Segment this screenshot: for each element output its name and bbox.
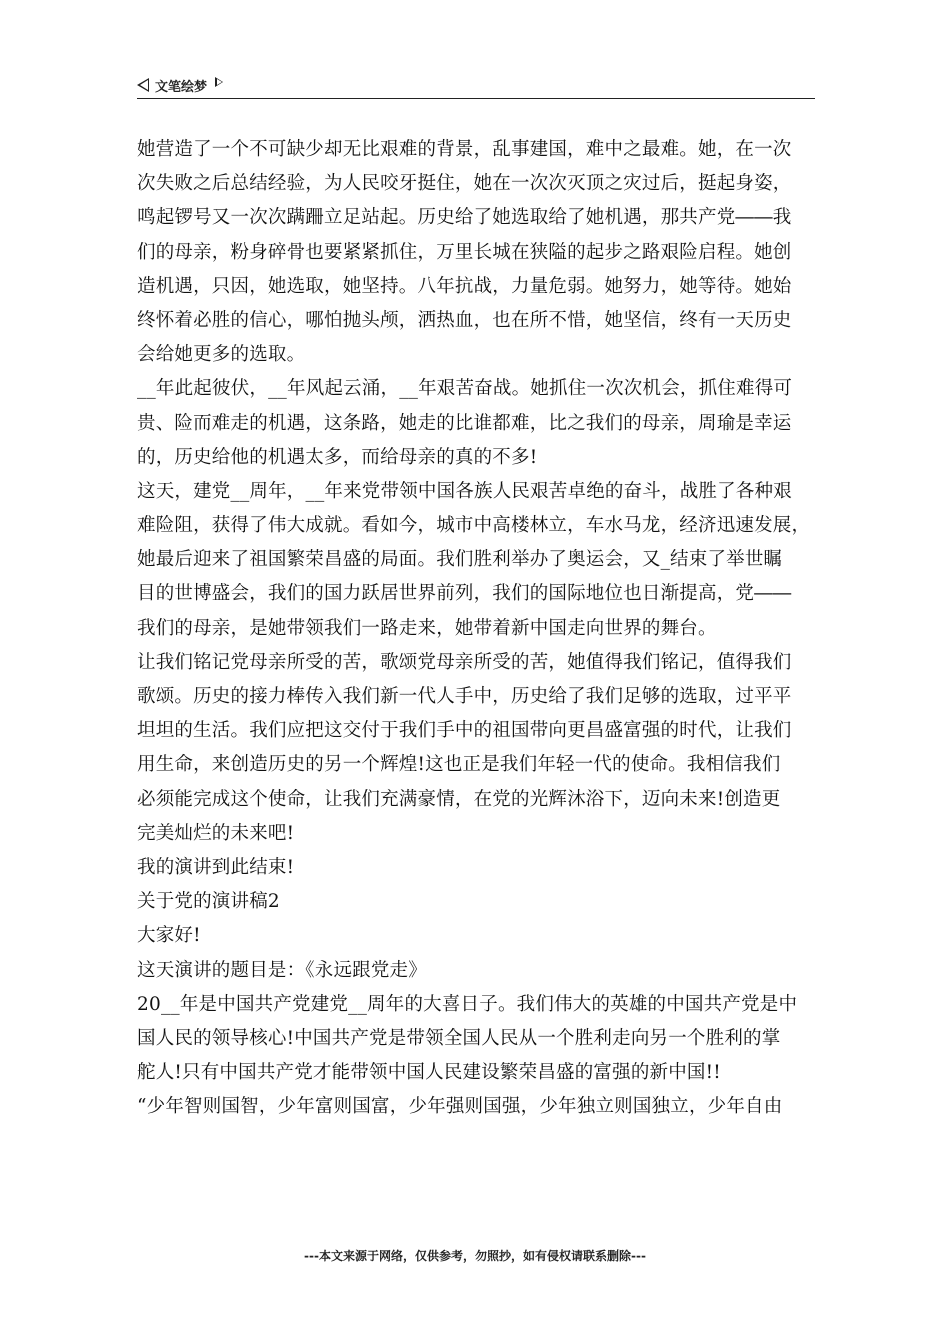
text-line: 会给她更多的选取。 — [137, 344, 306, 366]
text-line: 这天，建党__周年，__年来党带领中国各族人民艰苦卓绝的奋斗，战胜了各种艰 — [137, 480, 792, 502]
text-line: 大家好! — [137, 925, 201, 947]
text-line: 这天演讲的题目是：《永远跟党走》 — [137, 959, 427, 981]
text-line: 我们的母亲，是她带领我们一路走来，她带着新中国走向世界的舞台。 — [137, 617, 717, 639]
text-line: 终怀着必胜的信心，哪怕抛头颅，洒热血，也在所不惜，她坚信，终有一天历史 — [137, 309, 792, 331]
document-body — [137, 133, 819, 1124]
text-line: 国人民的领导核心!中国共产党是带领全国人民从一个胜利走向另一个胜利的掌 — [137, 1027, 781, 1049]
text-line: 她营造了一个不可缺少却无比艰难的背景，乱事建国，难中之最难。她，在一次 — [137, 139, 792, 160]
footer-disclaimer: ---本文来源于网络，仅供参考，勿照抄，如有侵权请联系删除--- — [304, 1249, 646, 1263]
text-line: 用生命，来创造历史的另一个辉煌!这也正是我们年轻一代的使命。我相信我们 — [137, 754, 781, 776]
text-line: 难险阻，获得了伟大成就。看如今，城市中高楼林立，车水马龙，经济迅速发展， — [137, 515, 811, 537]
triangle-left-icon — [137, 78, 149, 92]
text-line: 造机遇，只因，她选取，她坚持。八年抗战，力量危弱。她努力，她等待。她始 — [137, 275, 792, 297]
text-line: 舵人!只有中国共产党才能带领中国人民建设繁荣昌盛的富强的新中国!! — [137, 1062, 721, 1084]
text-line: 完美灿烂的未来吧! — [137, 822, 295, 844]
text-line: 目的世博盛会，我们的国力跃居世界前列，我们的国际地位也日渐提高，党―― — [137, 583, 792, 605]
text-line: 次失败之后总结经验，为人民咬牙挺住，她在一次次灭顶之灾过后，挺起身姿， — [137, 173, 792, 195]
header-title: 文笔绘梦 — [155, 79, 208, 95]
text-line: 必须能完成这个使命，让我们充满豪情，在党的光辉沐浴下，迈向未来!创造更 — [137, 788, 781, 810]
text-line: 们的母亲，粉身碎骨也要紧紧抓住，万里长城在狭隘的起步之路艰险启程。她创 — [137, 241, 792, 263]
text-line: 她最后迎来了祖国繁荣昌盛的局面。我们胜利举办了奥运会，又_结束了举世瞩 — [137, 549, 783, 571]
header-brand — [137, 76, 223, 94]
text-line: 20__年是中国共产党建党__周年的大喜日子。我们伟大的英雄的中国共产党是中 — [137, 993, 798, 1015]
text-line: 贵、险而难走的机遇，这条路，她走的比谁都难，比之我们的母亲，周瑜是幸运 — [137, 412, 792, 434]
text-line: __年此起彼伏，__年风起云涌，__年艰苦奋战。她抓住一次次机会，抓住难得可 — [137, 378, 793, 400]
section-heading: 关于党的演讲稿2 — [137, 891, 280, 913]
text-line: 让我们铭记党母亲所受的苦，歌颂党母亲所受的苦，她值得我们铭记，值得我们 — [137, 651, 792, 673]
text-line: 我的演讲到此结束! — [137, 856, 295, 878]
page-header — [137, 72, 815, 99]
text-line: 的，历史给他的机遇太多，而给母亲的真的不多! — [137, 446, 538, 468]
triangle-right-icon — [215, 77, 223, 87]
text-line: 歌颂。历史的接力棒传入我们新一代人手中，历史给了我们足够的选取，过平平 — [137, 686, 792, 707]
text-line: 鸣起锣号又一次次蹒跚立足站起。历史给了她选取给了她机遇，那共产党――我 — [137, 207, 792, 229]
text-line: “少年智则国智，少年富则国富，少年强则国强，少年独立则国独立，少年自由 — [137, 1096, 783, 1118]
text-line: 坦坦的生活。我们应把这交付于我们手中的祖国带向更昌盛富强的时代，让我们 — [137, 720, 792, 742]
